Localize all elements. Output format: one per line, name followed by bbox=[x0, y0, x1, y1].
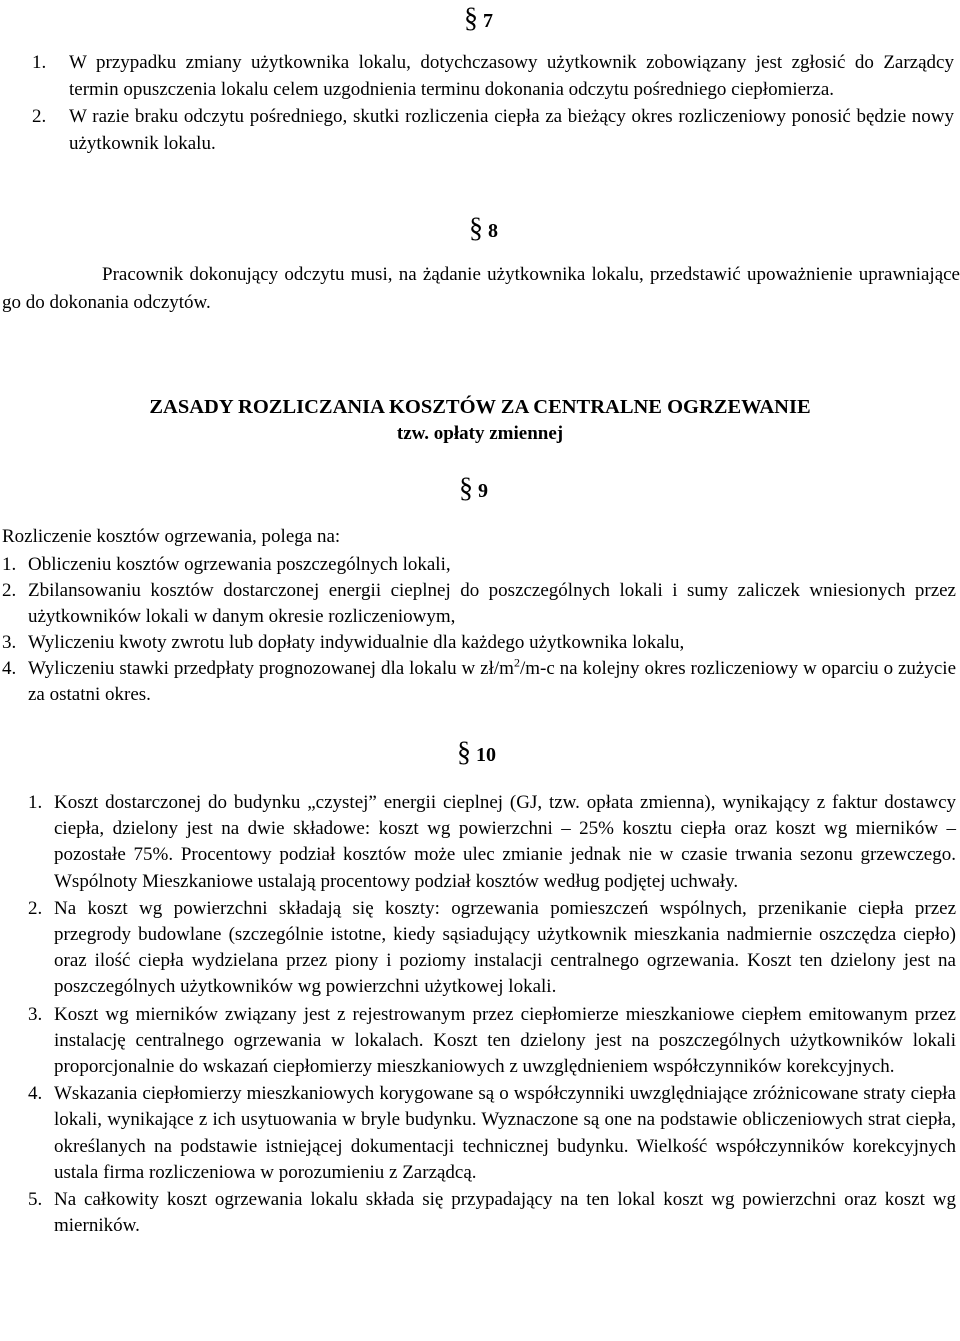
list-item bbox=[32, 104, 954, 157]
item-number: 3. bbox=[28, 1003, 43, 1025]
list-item bbox=[2, 656, 956, 708]
list-item bbox=[28, 896, 956, 1001]
item-number: 1. bbox=[32, 52, 47, 73]
section-9-intro: Rozliczenie kosztów ogrzewania, polega na: bbox=[2, 526, 341, 547]
section-symbol: § bbox=[457, 737, 471, 768]
item-number: 5. bbox=[28, 1189, 43, 1211]
item-text: W przypadku zmiany użytkownika lokalu, dotychczasowy użytkownik zobowiązany jest zgłosić do Zarządcy termin opuszczenia lokalu celem uzgodnienia terminu dokonania odczytu pośredniego ciepłomierza. bbox=[69, 52, 954, 100]
section-symbol: § bbox=[469, 213, 483, 244]
list-item bbox=[2, 578, 956, 630]
list-item bbox=[28, 1081, 956, 1186]
section-7-heading bbox=[464, 5, 493, 33]
list-item bbox=[2, 630, 956, 656]
list-item bbox=[32, 50, 954, 103]
item-text: Na całkowity koszt ogrzewania lokalu składa się przypadający na ten lokal koszt wg powierzchni oraz koszt wg mierników. bbox=[54, 1189, 956, 1237]
item-text: Koszt wg mierników związany jest z rejestrowanym przez ciepłomierze mieszkaniowe ciepłem emitowanym przez instalację centralnego ogrzewania w lokalach. Koszt ten dzielony jest na poszczególnych użytkowników lokali proporcjonalnie do wskazań ciepłomierzy mieszkaniowych z uwzględnieniem współczynników korekcyjnych. bbox=[54, 1003, 956, 1078]
section-number: 10 bbox=[476, 744, 496, 766]
item-number: 3. bbox=[2, 632, 17, 653]
section-10-heading bbox=[457, 739, 496, 767]
item-number: 1. bbox=[2, 554, 17, 575]
item-text-start: Wyliczeniu stawki przedpłaty prognozowanej dla lokalu w zł/m bbox=[28, 658, 514, 679]
list-item bbox=[28, 1002, 956, 1081]
item-number: 4. bbox=[28, 1083, 43, 1105]
item-text: Na koszt wg powierzchni składają się koszty: ogrzewania pomieszczeń wspólnych, przenikanie ciepła przez przegrody budowlane (szczególnie istotne, kiedy sąsiadujący użytkownik mieszkania nadmiernie oszczędza ciepło) oraz ilość ciepła wydzielana przez piony i poziomy instalacji centralnego ogrzewania. Koszt ten dzielony jest na poszczególnych użytkowników wg powierzchni użytkowej lokali. bbox=[54, 897, 956, 998]
section-number: 9 bbox=[478, 480, 488, 502]
section-7-list bbox=[32, 50, 954, 157]
item-number: 2. bbox=[2, 580, 17, 601]
section-9-heading bbox=[459, 475, 488, 503]
item-text: W razie braku odczytu pośredniego, skutki rozliczenia ciepła za bieżący okres rozliczeniowy ponosić będzie nowy użytkownik lokalu. bbox=[69, 106, 954, 154]
section-number: 7 bbox=[483, 10, 493, 32]
item-number: 1. bbox=[28, 792, 43, 813]
item-text: Wyliczeniu kwoty zwrotu lub dopłaty indywidualnie dla każdego użytkownika lokalu, bbox=[28, 632, 685, 653]
item-number: 2. bbox=[32, 106, 47, 127]
item-text-end: /m-c na kolejny okres rozliczeniowy w oparciu o zużycie za ostatni okres. bbox=[28, 658, 956, 705]
item-text: Wskazania ciepłomierzy mieszkaniowych korygowane są o współczynniki uwzględniające zróżnicowane straty ciepła lokali, wynikające z ich usytuowania w bryle budynku. Wyznaczone są one na podstawie obliczeniowych strat ciepła, określanych na podstawie istniejącej dokumentacji technicznej budynku. Wielkość współczynników korekcyjnych ustala firma rozliczeniowa w porozumieniu z Zarządcą. bbox=[54, 1083, 956, 1183]
section-10-list bbox=[28, 790, 956, 1239]
list-item bbox=[28, 1187, 956, 1239]
list-item bbox=[2, 552, 956, 578]
document-subtitle: tzw. opłaty zmiennej bbox=[396, 423, 564, 444]
superscript: 2 bbox=[513, 655, 520, 670]
section-number: 8 bbox=[488, 220, 498, 242]
document-title: ZASADY ROZLICZANIA KOSZTÓW ZA CENTRALNE OGRZEWANIE bbox=[149, 396, 811, 418]
item-number: 4. bbox=[2, 658, 17, 679]
item-number: 2. bbox=[28, 897, 43, 919]
section-symbol: § bbox=[464, 3, 478, 34]
section-8-heading bbox=[469, 215, 498, 243]
section-symbol: § bbox=[459, 473, 473, 504]
section-9-list bbox=[2, 552, 956, 708]
item-text: Zbilansowaniu kosztów dostarczonej energii cieplnej do poszczególnych lokali i sumy zaliczek wniesionych przez użytkowników lokali w danym okresie rozliczeniowym, bbox=[28, 580, 956, 627]
section-8-paragraph: Pracownik dokonujący odczytu musi, na żądanie użytkownika lokalu, przedstawić upoważnienie uprawniające go do dokonania odczytów. bbox=[2, 264, 960, 313]
item-text: Obliczeniu kosztów ogrzewania poszczególnych lokali, bbox=[28, 554, 451, 575]
item-text: Koszt dostarczonej do budynku „czystej” energii cieplnej (GJ, tzw. opłata zmienna), wynikający z faktur dostawcy ciepła, dzielony jest na dwie składowe: koszt wg powierzchni – 25% kosztu ciepła oraz koszt wg mierników – pozostałe 75%. Procentowy podział kosztów może ulec zmianie jednak nie w czasie trwania sezonu grzewczego. Wspólnoty Mieszkaniowe ustalają procentowy podział kosztów według podjętej uchwały. bbox=[54, 792, 956, 892]
list-item bbox=[28, 790, 956, 895]
